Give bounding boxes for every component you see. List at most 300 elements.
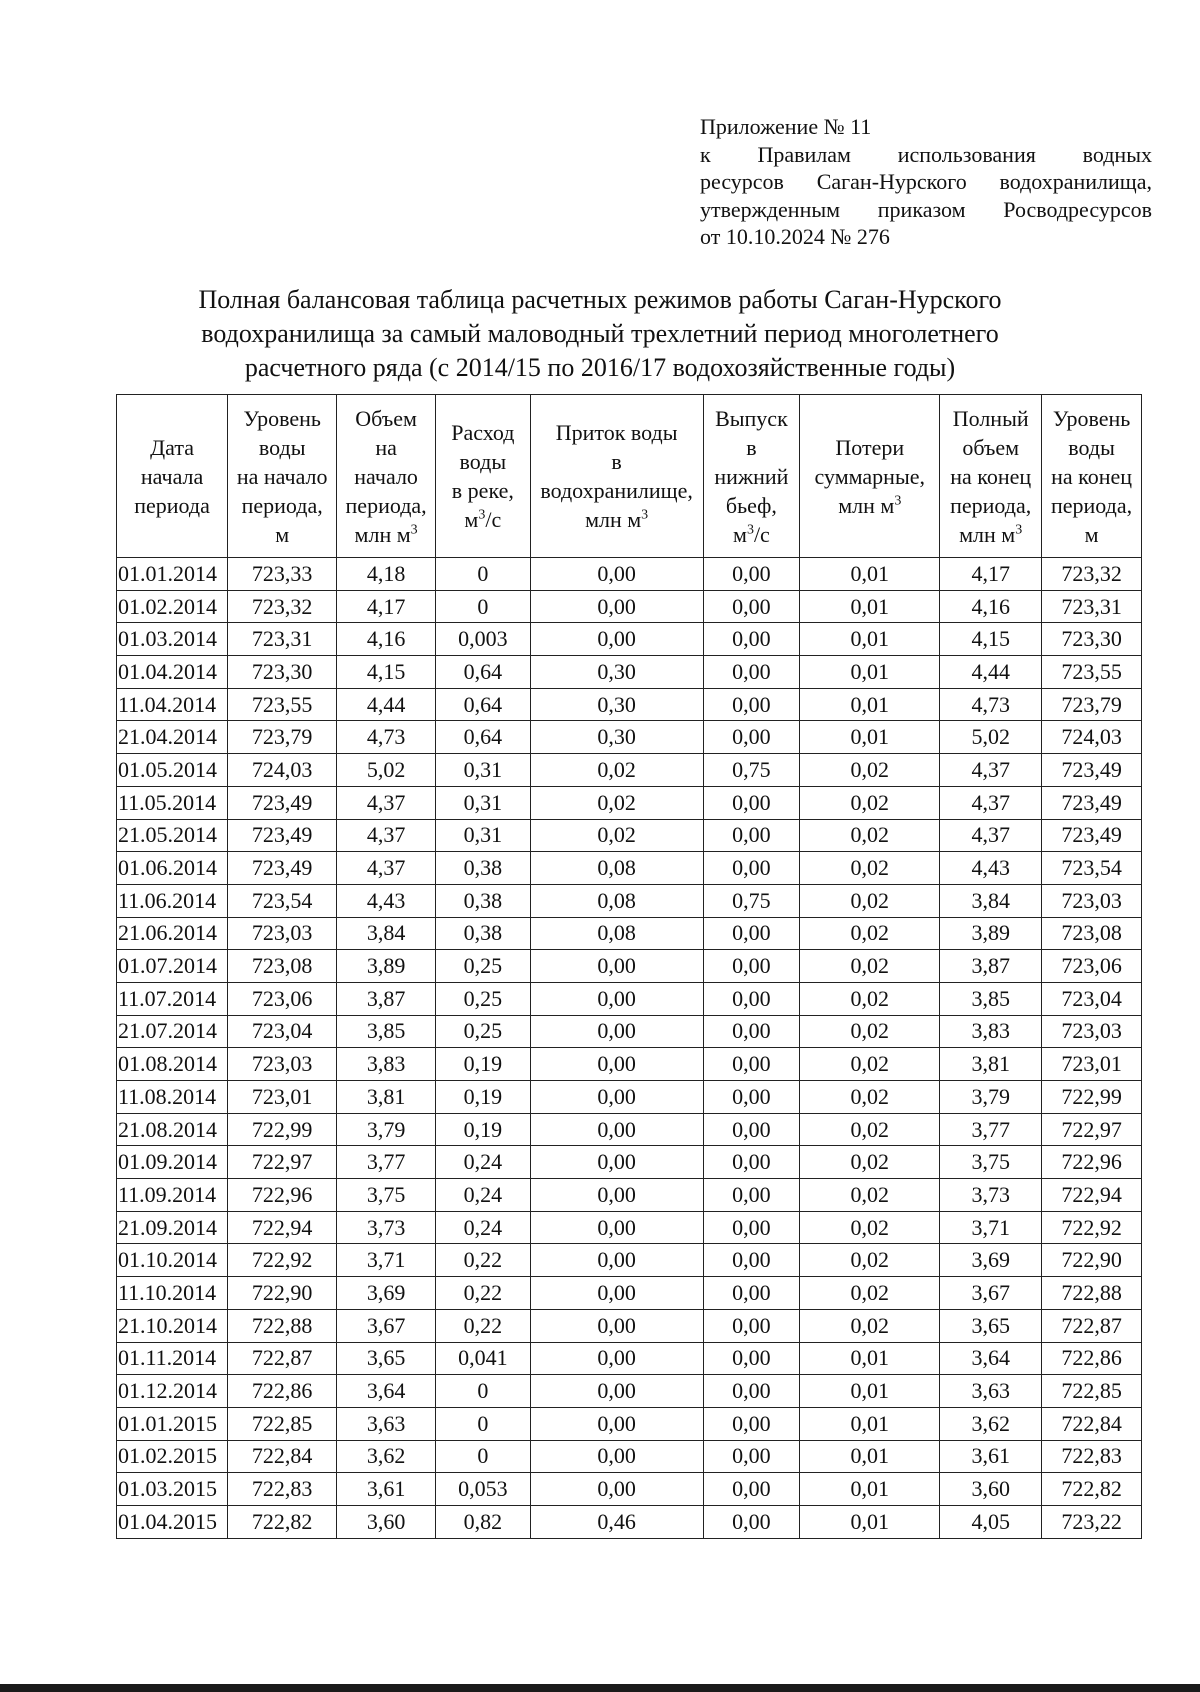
value-cell: 0,01 (800, 1440, 940, 1473)
value-cell: 4,43 (337, 884, 436, 917)
value-cell: 0,02 (800, 884, 940, 917)
table-row (117, 1505, 1142, 1538)
table-row (117, 688, 1142, 721)
unit-exponent: 3 (641, 507, 649, 523)
value-cell: 3,64 (337, 1375, 436, 1408)
balance-table (116, 394, 1142, 1539)
value-cell: 0,02 (800, 917, 940, 950)
header-line: на конец (1051, 463, 1133, 489)
value-cell: 3,87 (940, 950, 1042, 983)
column-header (436, 395, 531, 558)
header-line: на конец (950, 463, 1032, 489)
value-cell: 722,99 (1042, 1081, 1142, 1114)
appendix-order-date: от 10.10.2024 № 276 (700, 224, 890, 249)
value-cell: 0,22 (436, 1309, 531, 1342)
column-header (337, 395, 436, 558)
table-row (117, 1375, 1142, 1408)
value-cell: 3,61 (337, 1473, 436, 1506)
value-cell: 0,22 (436, 1277, 531, 1310)
date-cell: 21.07.2014 (117, 1015, 228, 1048)
column-header (228, 395, 337, 558)
value-cell: 722,90 (228, 1277, 337, 1310)
value-cell: 0,75 (703, 754, 800, 787)
value-cell: 3,79 (337, 1113, 436, 1146)
value-cell: 3,77 (337, 1146, 436, 1179)
value-cell: 0,08 (530, 917, 703, 950)
value-cell: 0,003 (436, 623, 531, 656)
header-line: в (611, 449, 622, 474)
header-line: в реке, (451, 478, 514, 503)
table-row (117, 1277, 1142, 1310)
value-cell: 4,17 (337, 590, 436, 623)
scan-bottom-edge (0, 1684, 1200, 1692)
value-cell: 0,01 (800, 1375, 940, 1408)
value-cell: 4,37 (940, 786, 1042, 819)
date-cell: 01.03.2014 (117, 623, 228, 656)
value-cell: 0,02 (800, 1048, 940, 1081)
header-unit (436, 505, 530, 534)
table-row (117, 721, 1142, 754)
value-cell: 723,22 (1042, 1505, 1142, 1538)
value-cell: 4,37 (940, 819, 1042, 852)
value-cell: 3,84 (940, 884, 1042, 917)
value-cell: 0,25 (436, 1015, 531, 1048)
header-line: Уровень (1052, 405, 1131, 431)
table-row (117, 558, 1142, 591)
value-cell: 0,00 (530, 1277, 703, 1310)
value-cell: 723,06 (1042, 950, 1142, 983)
value-cell: 0,053 (436, 1473, 531, 1506)
date-cell: 01.01.2014 (117, 558, 228, 591)
value-cell: 0,19 (436, 1081, 531, 1114)
title-line: Полная балансовая таблица расчетных режимов работы Саган-Нурского (198, 285, 1002, 314)
value-cell: 3,62 (940, 1407, 1042, 1440)
value-cell: 0,00 (703, 1081, 800, 1114)
table-row (117, 786, 1142, 819)
table-row (117, 852, 1142, 885)
header-line: на (375, 434, 397, 460)
value-cell: 723,54 (228, 884, 337, 917)
value-cell: 4,18 (337, 558, 436, 591)
value-cell: 0,00 (703, 1277, 800, 1310)
table-row (117, 1113, 1142, 1146)
value-cell: 0,00 (530, 1211, 703, 1244)
date-cell: 21.05.2014 (117, 819, 228, 852)
value-cell: 0,00 (530, 1342, 703, 1375)
value-cell: 723,54 (1042, 852, 1142, 885)
header-line: периода, (950, 492, 1032, 518)
table-row (117, 1342, 1142, 1375)
value-cell: 0,00 (530, 590, 703, 623)
value-cell: 0,01 (800, 558, 940, 591)
value-cell: 4,44 (940, 656, 1042, 689)
table-row (117, 819, 1142, 852)
value-cell: 0 (436, 1440, 531, 1473)
value-cell: 723,49 (1042, 754, 1142, 787)
date-cell: 11.09.2014 (117, 1179, 228, 1212)
value-cell: 4,17 (940, 558, 1042, 591)
date-cell: 01.01.2015 (117, 1407, 228, 1440)
value-cell: 723,31 (228, 623, 337, 656)
value-cell: 3,65 (940, 1309, 1042, 1342)
value-cell: 3,89 (940, 917, 1042, 950)
value-cell: 3,64 (940, 1342, 1042, 1375)
value-cell: 0,02 (800, 754, 940, 787)
value-cell: 0,00 (703, 1179, 800, 1212)
value-cell: 0,00 (530, 1440, 703, 1473)
value-cell: 3,60 (940, 1473, 1042, 1506)
value-cell: 0,00 (703, 852, 800, 885)
value-cell: 0,01 (800, 688, 940, 721)
value-cell: 0,30 (530, 688, 703, 721)
value-cell: 0,00 (703, 1211, 800, 1244)
value-cell: 723,03 (1042, 884, 1142, 917)
value-cell: 0,01 (800, 623, 940, 656)
value-cell: 723,03 (228, 1048, 337, 1081)
header-line: Выпуск (715, 405, 788, 431)
header-line: Объем (355, 405, 417, 431)
value-cell: 0,00 (530, 982, 703, 1015)
value-cell: 0,64 (436, 656, 531, 689)
table-row (117, 590, 1142, 623)
header-line: Расход (451, 420, 515, 445)
unit-exponent: 3 (478, 507, 486, 523)
value-cell: 722,85 (228, 1407, 337, 1440)
header-line: воды (258, 434, 306, 460)
appendix-line: ресурсов Саган-Нурского водохранилища, (700, 169, 1152, 194)
value-cell: 722,84 (1042, 1407, 1142, 1440)
date-cell: 01.11.2014 (117, 1342, 228, 1375)
header-line: начало (354, 463, 418, 489)
value-cell: 723,32 (228, 590, 337, 623)
value-cell: 0,00 (703, 786, 800, 819)
value-cell: 4,44 (337, 688, 436, 721)
value-cell: 723,31 (1042, 590, 1142, 623)
value-cell: 722,90 (1042, 1244, 1142, 1277)
value-cell: 0 (436, 590, 531, 623)
value-cell: 0,00 (703, 1309, 800, 1342)
value-cell: 0,00 (703, 1048, 800, 1081)
date-cell: 01.02.2015 (117, 1440, 228, 1473)
value-cell: 0,00 (530, 950, 703, 983)
value-cell: 0,02 (800, 1015, 940, 1048)
date-cell: 21.04.2014 (117, 721, 228, 754)
value-cell: 0,00 (703, 1407, 800, 1440)
value-cell: 723,32 (1042, 558, 1142, 591)
value-cell: 3,62 (337, 1440, 436, 1473)
value-cell: 724,03 (1042, 721, 1142, 754)
appendix-reference (700, 113, 1152, 251)
value-cell: 723,30 (1042, 623, 1142, 656)
value-cell: 723,03 (1042, 1015, 1142, 1048)
date-cell: 11.07.2014 (117, 982, 228, 1015)
value-cell: 0,02 (800, 1179, 940, 1212)
table-row (117, 623, 1142, 656)
header-line: м (1084, 521, 1099, 547)
value-cell: 0,31 (436, 819, 531, 852)
table-header-row (117, 395, 1142, 558)
value-cell: 0,00 (703, 917, 800, 950)
value-cell: 3,71 (337, 1244, 436, 1277)
unit-tail: /с (485, 507, 502, 532)
unit-base: млн м (585, 507, 642, 532)
table-row (117, 884, 1142, 917)
value-cell: 0,02 (800, 786, 940, 819)
value-cell: 722,99 (228, 1113, 337, 1146)
value-cell: 0,82 (436, 1505, 531, 1538)
table-row (117, 1179, 1142, 1212)
table-body (117, 558, 1142, 1539)
table-row (117, 1146, 1142, 1179)
header-line: Полный (952, 405, 1029, 431)
header-line: периода, (1050, 492, 1133, 518)
value-cell: 0,00 (703, 721, 800, 754)
value-cell: 3,81 (940, 1048, 1042, 1081)
value-cell: 4,37 (337, 786, 436, 819)
value-cell: 722,94 (1042, 1179, 1142, 1212)
value-cell: 722,87 (228, 1342, 337, 1375)
value-cell: 0,38 (436, 917, 531, 950)
value-cell: 0,08 (530, 852, 703, 885)
value-cell: 0,00 (703, 1342, 800, 1375)
date-cell: 01.10.2014 (117, 1244, 228, 1277)
value-cell: 0,00 (703, 590, 800, 623)
date-cell: 01.05.2014 (117, 754, 228, 787)
value-cell: 0,00 (703, 1146, 800, 1179)
value-cell: 722,86 (228, 1375, 337, 1408)
value-cell: 5,02 (940, 721, 1042, 754)
header-unit (800, 491, 939, 520)
value-cell: 0,00 (703, 1440, 800, 1473)
value-cell: 0,00 (703, 1375, 800, 1408)
appendix-line: утвержденным приказом Росводресурсов (700, 196, 1152, 222)
value-cell: 0,24 (436, 1211, 531, 1244)
date-cell: 01.02.2014 (117, 590, 228, 623)
value-cell: 4,15 (337, 656, 436, 689)
value-cell: 0 (436, 1407, 531, 1440)
header-line: нижний (714, 463, 789, 489)
value-cell: 0,02 (800, 1113, 940, 1146)
value-cell: 0,46 (530, 1505, 703, 1538)
value-cell: 3,73 (337, 1211, 436, 1244)
value-cell: 722,86 (1042, 1342, 1142, 1375)
value-cell: 0,00 (703, 982, 800, 1015)
value-cell: 0,00 (703, 1473, 800, 1506)
value-cell: 0,00 (703, 1244, 800, 1277)
date-cell: 21.06.2014 (117, 917, 228, 950)
value-cell: 0 (436, 558, 531, 591)
header-line: водохранилище, (540, 478, 693, 503)
column-header (530, 395, 703, 558)
value-cell: 0,00 (530, 1244, 703, 1277)
value-cell: 0,02 (530, 786, 703, 819)
column-header (1042, 395, 1142, 558)
table-row (117, 1015, 1142, 1048)
header-unit (337, 520, 435, 549)
value-cell: 724,03 (228, 754, 337, 787)
value-cell: 0,041 (436, 1342, 531, 1375)
value-cell: 0,00 (530, 1179, 703, 1212)
value-cell: 0,00 (530, 1375, 703, 1408)
value-cell: 4,15 (940, 623, 1042, 656)
value-cell: 0,00 (530, 1473, 703, 1506)
date-cell: 01.06.2014 (117, 852, 228, 885)
table-row (117, 1407, 1142, 1440)
value-cell: 3,83 (337, 1048, 436, 1081)
date-cell: 01.03.2015 (117, 1473, 228, 1506)
value-cell: 0,38 (436, 884, 531, 917)
header-line: суммарные, (814, 463, 925, 489)
value-cell: 0,00 (530, 1309, 703, 1342)
value-cell: 4,16 (940, 590, 1042, 623)
unit-base: м (464, 507, 479, 532)
value-cell: 0,64 (436, 688, 531, 721)
date-cell: 01.12.2014 (117, 1375, 228, 1408)
value-cell: 0,31 (436, 786, 531, 819)
value-cell: 4,73 (337, 721, 436, 754)
table-row (117, 754, 1142, 787)
value-cell: 0,02 (530, 819, 703, 852)
value-cell: 0,02 (800, 1081, 940, 1114)
value-cell: 723,79 (1042, 688, 1142, 721)
value-cell: 0,00 (530, 1113, 703, 1146)
table-row (117, 656, 1142, 689)
date-cell: 11.04.2014 (117, 688, 228, 721)
value-cell: 4,37 (337, 819, 436, 852)
value-cell: 0,01 (800, 590, 940, 623)
date-cell: 21.08.2014 (117, 1113, 228, 1146)
date-cell: 01.09.2014 (117, 1146, 228, 1179)
header-line: Потери (835, 434, 905, 460)
value-cell: 0,00 (530, 1081, 703, 1114)
value-cell: 3,63 (940, 1375, 1042, 1408)
header-line: Уровень (243, 405, 321, 431)
value-cell: 5,02 (337, 754, 436, 787)
value-cell: 722,83 (228, 1473, 337, 1506)
value-cell: 0,00 (703, 656, 800, 689)
value-cell: 722,82 (228, 1505, 337, 1538)
value-cell: 723,06 (228, 982, 337, 1015)
value-cell: 723,08 (228, 950, 337, 983)
value-cell: 722,92 (228, 1244, 337, 1277)
value-cell: 3,61 (940, 1440, 1042, 1473)
date-cell: 21.10.2014 (117, 1309, 228, 1342)
value-cell: 0,01 (800, 1407, 940, 1440)
value-cell: 722,84 (228, 1440, 337, 1473)
column-header (940, 395, 1042, 558)
value-cell: 723,04 (228, 1015, 337, 1048)
value-cell: 0,01 (800, 721, 940, 754)
value-cell: 0,02 (800, 1309, 940, 1342)
header-line: начала (140, 463, 204, 489)
value-cell: 3,77 (940, 1113, 1042, 1146)
table-row (117, 1440, 1142, 1473)
value-cell: 0,25 (436, 982, 531, 1015)
value-cell: 0,00 (703, 688, 800, 721)
appendix-line: к Правилам использования водных (700, 141, 1152, 167)
header-unit (704, 520, 800, 549)
value-cell: 3,60 (337, 1505, 436, 1538)
header-line: Дата (150, 434, 194, 460)
unit-exponent: 3 (1015, 522, 1023, 538)
column-header (703, 395, 800, 558)
value-cell: 722,96 (1042, 1146, 1142, 1179)
header-line: воды (1068, 434, 1115, 460)
unit-base: млн м (959, 521, 1016, 547)
value-cell: 3,63 (337, 1407, 436, 1440)
table-row (117, 1244, 1142, 1277)
value-cell: 723,49 (1042, 819, 1142, 852)
value-cell: 722,92 (1042, 1211, 1142, 1244)
value-cell: 0,22 (436, 1244, 531, 1277)
value-cell: 0,08 (530, 884, 703, 917)
date-cell: 11.08.2014 (117, 1081, 228, 1114)
table-row (117, 1309, 1142, 1342)
value-cell: 723,03 (228, 917, 337, 950)
value-cell: 723,01 (1042, 1048, 1142, 1081)
column-header (117, 395, 228, 558)
header-line: периода, (345, 492, 427, 518)
unit-base: млн м (838, 492, 895, 518)
value-cell: 0,02 (800, 1277, 940, 1310)
date-cell: 01.08.2014 (117, 1048, 228, 1081)
date-cell: 11.10.2014 (117, 1277, 228, 1310)
value-cell: 723,55 (228, 688, 337, 721)
value-cell: 0,00 (530, 1146, 703, 1179)
value-cell: 0,00 (703, 819, 800, 852)
header-line: м (275, 521, 290, 547)
value-cell: 0,24 (436, 1179, 531, 1212)
value-cell: 0,00 (703, 1015, 800, 1048)
value-cell: 0,75 (703, 884, 800, 917)
value-cell: 3,85 (940, 982, 1042, 1015)
unit-exponent: 3 (410, 522, 418, 538)
value-cell: 723,30 (228, 656, 337, 689)
date-cell: 11.05.2014 (117, 786, 228, 819)
value-cell: 723,49 (228, 852, 337, 885)
header-unit (940, 520, 1041, 549)
value-cell: 0,02 (800, 982, 940, 1015)
value-cell: 723,01 (228, 1081, 337, 1114)
date-cell: 01.04.2015 (117, 1505, 228, 1538)
unit-base: млн м (354, 521, 411, 547)
value-cell: 723,49 (228, 786, 337, 819)
header-line: объем (962, 434, 1020, 460)
unit-exponent: 3 (746, 522, 754, 538)
value-cell: 0,19 (436, 1113, 531, 1146)
value-cell: 0,02 (800, 852, 940, 885)
value-cell: 0,01 (800, 1342, 940, 1375)
header-line: воды (459, 449, 507, 474)
date-cell: 11.06.2014 (117, 884, 228, 917)
value-cell: 722,83 (1042, 1440, 1142, 1473)
date-cell: 21.09.2014 (117, 1211, 228, 1244)
value-cell: 0,02 (530, 754, 703, 787)
value-cell: 0,00 (530, 1048, 703, 1081)
value-cell: 722,85 (1042, 1375, 1142, 1408)
value-cell: 0,38 (436, 852, 531, 885)
header-line: бьеф, (725, 492, 777, 518)
column-header (800, 395, 940, 558)
unit-tail: /с (753, 521, 770, 547)
date-cell: 01.04.2014 (117, 656, 228, 689)
value-cell: 3,75 (337, 1179, 436, 1212)
value-cell: 0,00 (703, 558, 800, 591)
unit-exponent: 3 (894, 493, 902, 509)
value-cell: 723,55 (1042, 656, 1142, 689)
value-cell: 723,79 (228, 721, 337, 754)
appendix-number: Приложение № 11 (700, 114, 872, 139)
